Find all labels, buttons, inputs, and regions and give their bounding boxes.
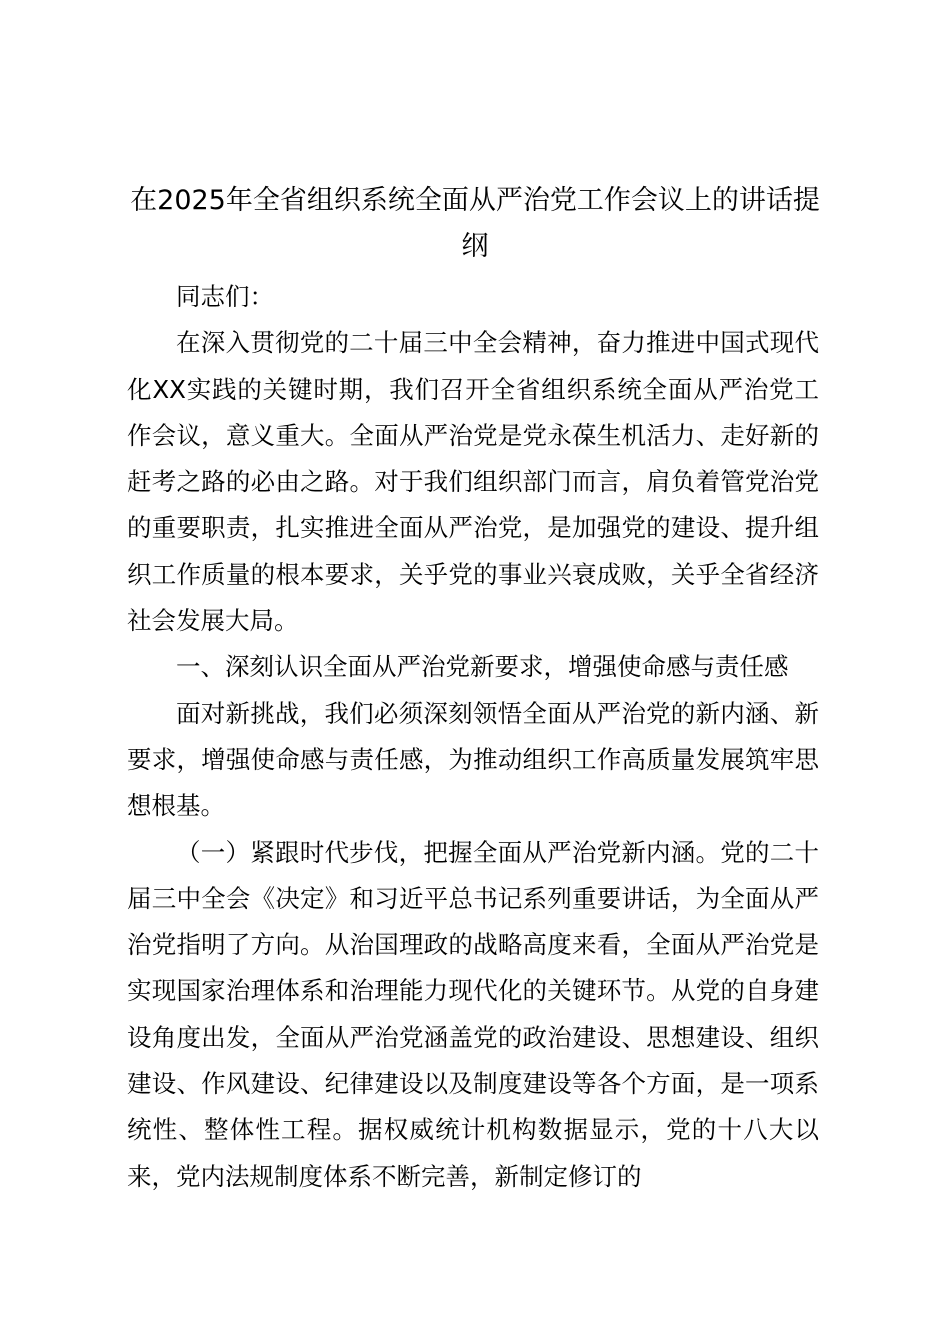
document-body	[127, 274, 819, 1200]
paragraph-intro: 在深入贯彻党的二十届三中全会精神，奋力推进中国式现代化XX实践的关键时期，我们召开全省组织系统全面从严治党工作会议，意义重大。全面从严治党是党永葆生机活力、走好新的赶考之路的必由之路。对于我们组织部门而言，肩负着管党治党的重要职责，扎实推进全面从严治党，是加强党的建设、提升组织工作质量的根本要求，关乎党的事业兴衰成败，关乎全省经济社会发展大局。	[127, 328, 819, 636]
paragraph-subsection-1: （一）紧跟时代步伐，把握全面从严治党新内涵。党的二十届三中全会《决定》和习近平总书记系列重要讲话，为全面从严治党指明了方向。从治国理政的战略高度来看，全面从严治党是实现国家治理体系和治理能力现代化的关键环节。从党的自身建设角度出发，全面从严治党涵盖党的政治建设、思想建设、组织建设、作风建设、纪律建设以及制度建设等各个方面，是一项系统性、整体性工程。据权威统计机构数据显示，党的十八大以来，党内法规制度体系不断完善，新制定修订的	[127, 837, 819, 1191]
paragraph-section-1: 面对新挑战，我们必须深刻领悟全面从严治党的新内涵、新要求，增强使命感与责任感，为推动组织工作高质量发展筑牢思想根基。	[127, 698, 819, 821]
salutation: 同志们：	[176, 282, 274, 311]
document-title: 在2025年全省组织系统全面从严治党工作会议上的讲话提纲	[130, 185, 820, 262]
section-heading-1: 一、深刻认识全面从严治党新要求，增强使命感与责任感	[176, 652, 789, 682]
